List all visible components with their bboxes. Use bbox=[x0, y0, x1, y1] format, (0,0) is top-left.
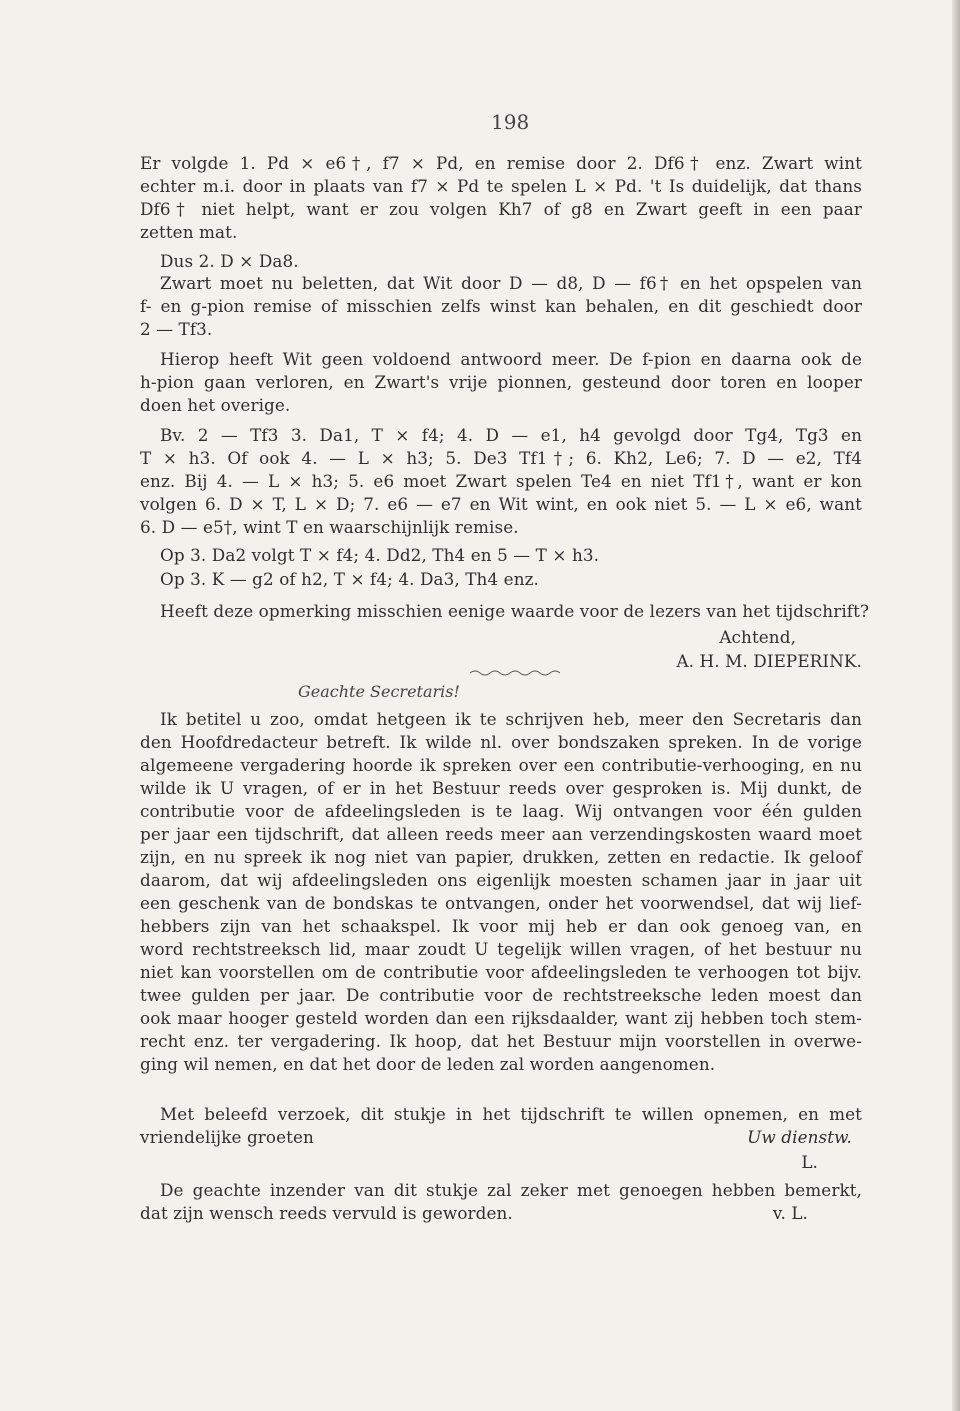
text-line: algemeene vergadering hoorde ik spreken over een contributie-verhooging, en nu bbox=[140, 755, 862, 775]
text-line: word rechtstreeksch lid, maar zoudt U tegelijk willen vragen, of het bestuur nu bbox=[140, 939, 862, 959]
text-line: zetten mat. bbox=[140, 222, 238, 242]
text-line bbox=[140, 1202, 862, 1225]
text-line: h-pion gaan verloren, en Zwart's vrije pionnen, gesteund door toren en looper bbox=[140, 372, 862, 392]
text-line: Dus 2. D × Da8. bbox=[160, 251, 299, 271]
text-line: Op 3. K — g2 of h2, T × f4; 4. Da3, Th4 enz. bbox=[160, 569, 539, 589]
paragraph-1 bbox=[140, 152, 862, 244]
text-line: Df6† niet helpt, want er zou volgen Kh7 of g8 en Zwart geeft in een paar bbox=[140, 199, 862, 219]
letter-body bbox=[140, 708, 862, 1076]
editor-signature: v. L. bbox=[772, 1203, 808, 1223]
text-line: T × h3. Of ook 4. — L × h3; 5. De3 Tf1†; 6. Kh2, Le6; 7. D — e2, Tf4 bbox=[140, 448, 862, 468]
text-line: De geachte inzender van dit stukje zal zeker met genoegen hebben bemerkt, bbox=[160, 1180, 862, 1200]
text-line bbox=[140, 1126, 862, 1149]
text-line: Op 3. Da2 volgt T × f4; 4. Dd2, Th4 en 5 — T × h3. bbox=[160, 545, 600, 565]
letter-closing: Uw dienstw. bbox=[747, 1127, 852, 1147]
text-line: Zwart moet nu beletten, dat Wit door D — d8, D — f6† en het opspelen van bbox=[160, 273, 862, 293]
paragraph-8 bbox=[140, 600, 870, 623]
text-line: doen het overige. bbox=[140, 395, 291, 415]
text-line: Hierop heeft Wit geen voldoend antwoord meer. De f-pion en daarna ook de bbox=[160, 349, 862, 369]
text-line: hebbers zijn van het schaakspel. Ik voor mij heb er dan ook genoeg van, en bbox=[140, 916, 862, 936]
closing-text: Achtend, bbox=[719, 627, 796, 647]
page-edge-shadow bbox=[952, 0, 960, 1411]
editor-note bbox=[140, 1179, 862, 1225]
salutation: Geachte Secretaris! bbox=[298, 682, 460, 701]
text-line: niet kan voorstellen om de contributie voor afdeelingsleden te verhoogen tot bijv. bbox=[140, 962, 862, 982]
paragraph-2 bbox=[140, 250, 862, 273]
text-line: Bv. 2 — Tf3 3. Da1, T × f4; 4. D — e1, h4 gevolgd door Tg4, Tg3 en bbox=[160, 425, 862, 445]
text-line: enz. Bij 4. — L × h3; 5. e6 moet Zwart spelen Te4 en niet Tf1†, want er kon bbox=[140, 471, 862, 491]
paragraph-5 bbox=[140, 424, 862, 539]
text-line: een geschenk van de bondskas te ontvangen, onder het voorwendsel, dat wij lief- bbox=[140, 893, 862, 913]
text-line: per jaar een tijdschrift, dat alleen reeds meer aan verzendingskosten waard moet bbox=[140, 824, 862, 844]
letter-signature bbox=[140, 1151, 862, 1174]
text-line: twee gulden per jaar. De contributie voor de rechtstreeksche leden moest dan bbox=[140, 985, 862, 1005]
paragraph-7 bbox=[140, 568, 862, 591]
paragraph-6 bbox=[140, 544, 862, 567]
closing bbox=[140, 626, 862, 649]
text-line: den Hoofdredacteur betreft. Ik wilde nl. over bondszaken spreken. In de vorige bbox=[140, 732, 862, 752]
editor-note-text: dat zijn wensch reeds vervuld is geworden. bbox=[140, 1203, 513, 1223]
text-line: wilde ik U vragen, of er in het Bestuur reeds over gesproken is. Mij dunkt, de bbox=[140, 778, 862, 798]
text-line: Heeft deze opmerking misschien eenige waarde voor de lezers van het tijdschrift? bbox=[160, 601, 870, 621]
text-line: contributie voor de afdeelingsleden is te laag. Wij ontvangen voor één gulden bbox=[140, 801, 862, 821]
text-line: 6. D — e5†, wint T en waarschijnlijk remise. bbox=[140, 517, 519, 537]
text-line: recht enz. ter vergadering. Ik hoop, dat het Bestuur mijn voorstellen in overwe- bbox=[140, 1031, 862, 1051]
text-line: Met beleefd verzoek, dit stukje in het tijdschrift te willen opnemen, en met bbox=[160, 1104, 862, 1124]
text-line: ook maar hooger gesteld worden dan een rijksdaalder, want zij hebben toch stem- bbox=[140, 1008, 862, 1028]
greeting-text: vriendelijke groeten bbox=[140, 1127, 314, 1147]
text-line: Ik betitel u zoo, omdat hetgeen ik te schrijven heb, meer den Secretaris dan bbox=[160, 709, 862, 729]
text-line: daarom, dat wij afdeelingsleden ons eigenlijk moesten schamen jaar in jaar uit bbox=[140, 870, 862, 890]
letter-signature-text: L. bbox=[801, 1152, 818, 1172]
text-line: echter m.i. door in plaats van f7 × Pd te spelen L × Pd. 't Is duidelijk, dat thans bbox=[140, 176, 862, 196]
paragraph-4 bbox=[140, 348, 862, 417]
paragraph-3 bbox=[140, 272, 862, 341]
signature-text: A. H. M. DIEPERINK. bbox=[676, 651, 862, 671]
page-number: 198 bbox=[491, 110, 530, 134]
text-line: Er volgde 1. Pd × e6†, f7 × Pd, en remise door 2. Df6† enz. Zwart wint bbox=[140, 153, 862, 173]
flourish-ornament bbox=[470, 668, 560, 678]
text-line: ging wil nemen, en dat het door de leden zal worden aangenomen. bbox=[140, 1054, 716, 1074]
text-line: volgen 6. D × T, L × D; 7. e6 — e7 en Wit wint, en ook niet 5. — L × e6, want bbox=[140, 494, 862, 514]
text-line: zijn, en nu spreek ik nog niet van papier, drukken, zetten en redactie. Ik geloof bbox=[140, 847, 862, 867]
letter-request bbox=[140, 1103, 862, 1149]
text-line: f- en g-pion remise of misschien zelfs winst kan behalen, en dit geschiedt door bbox=[140, 296, 862, 316]
text-line: 2 — Tf3. bbox=[140, 319, 213, 339]
